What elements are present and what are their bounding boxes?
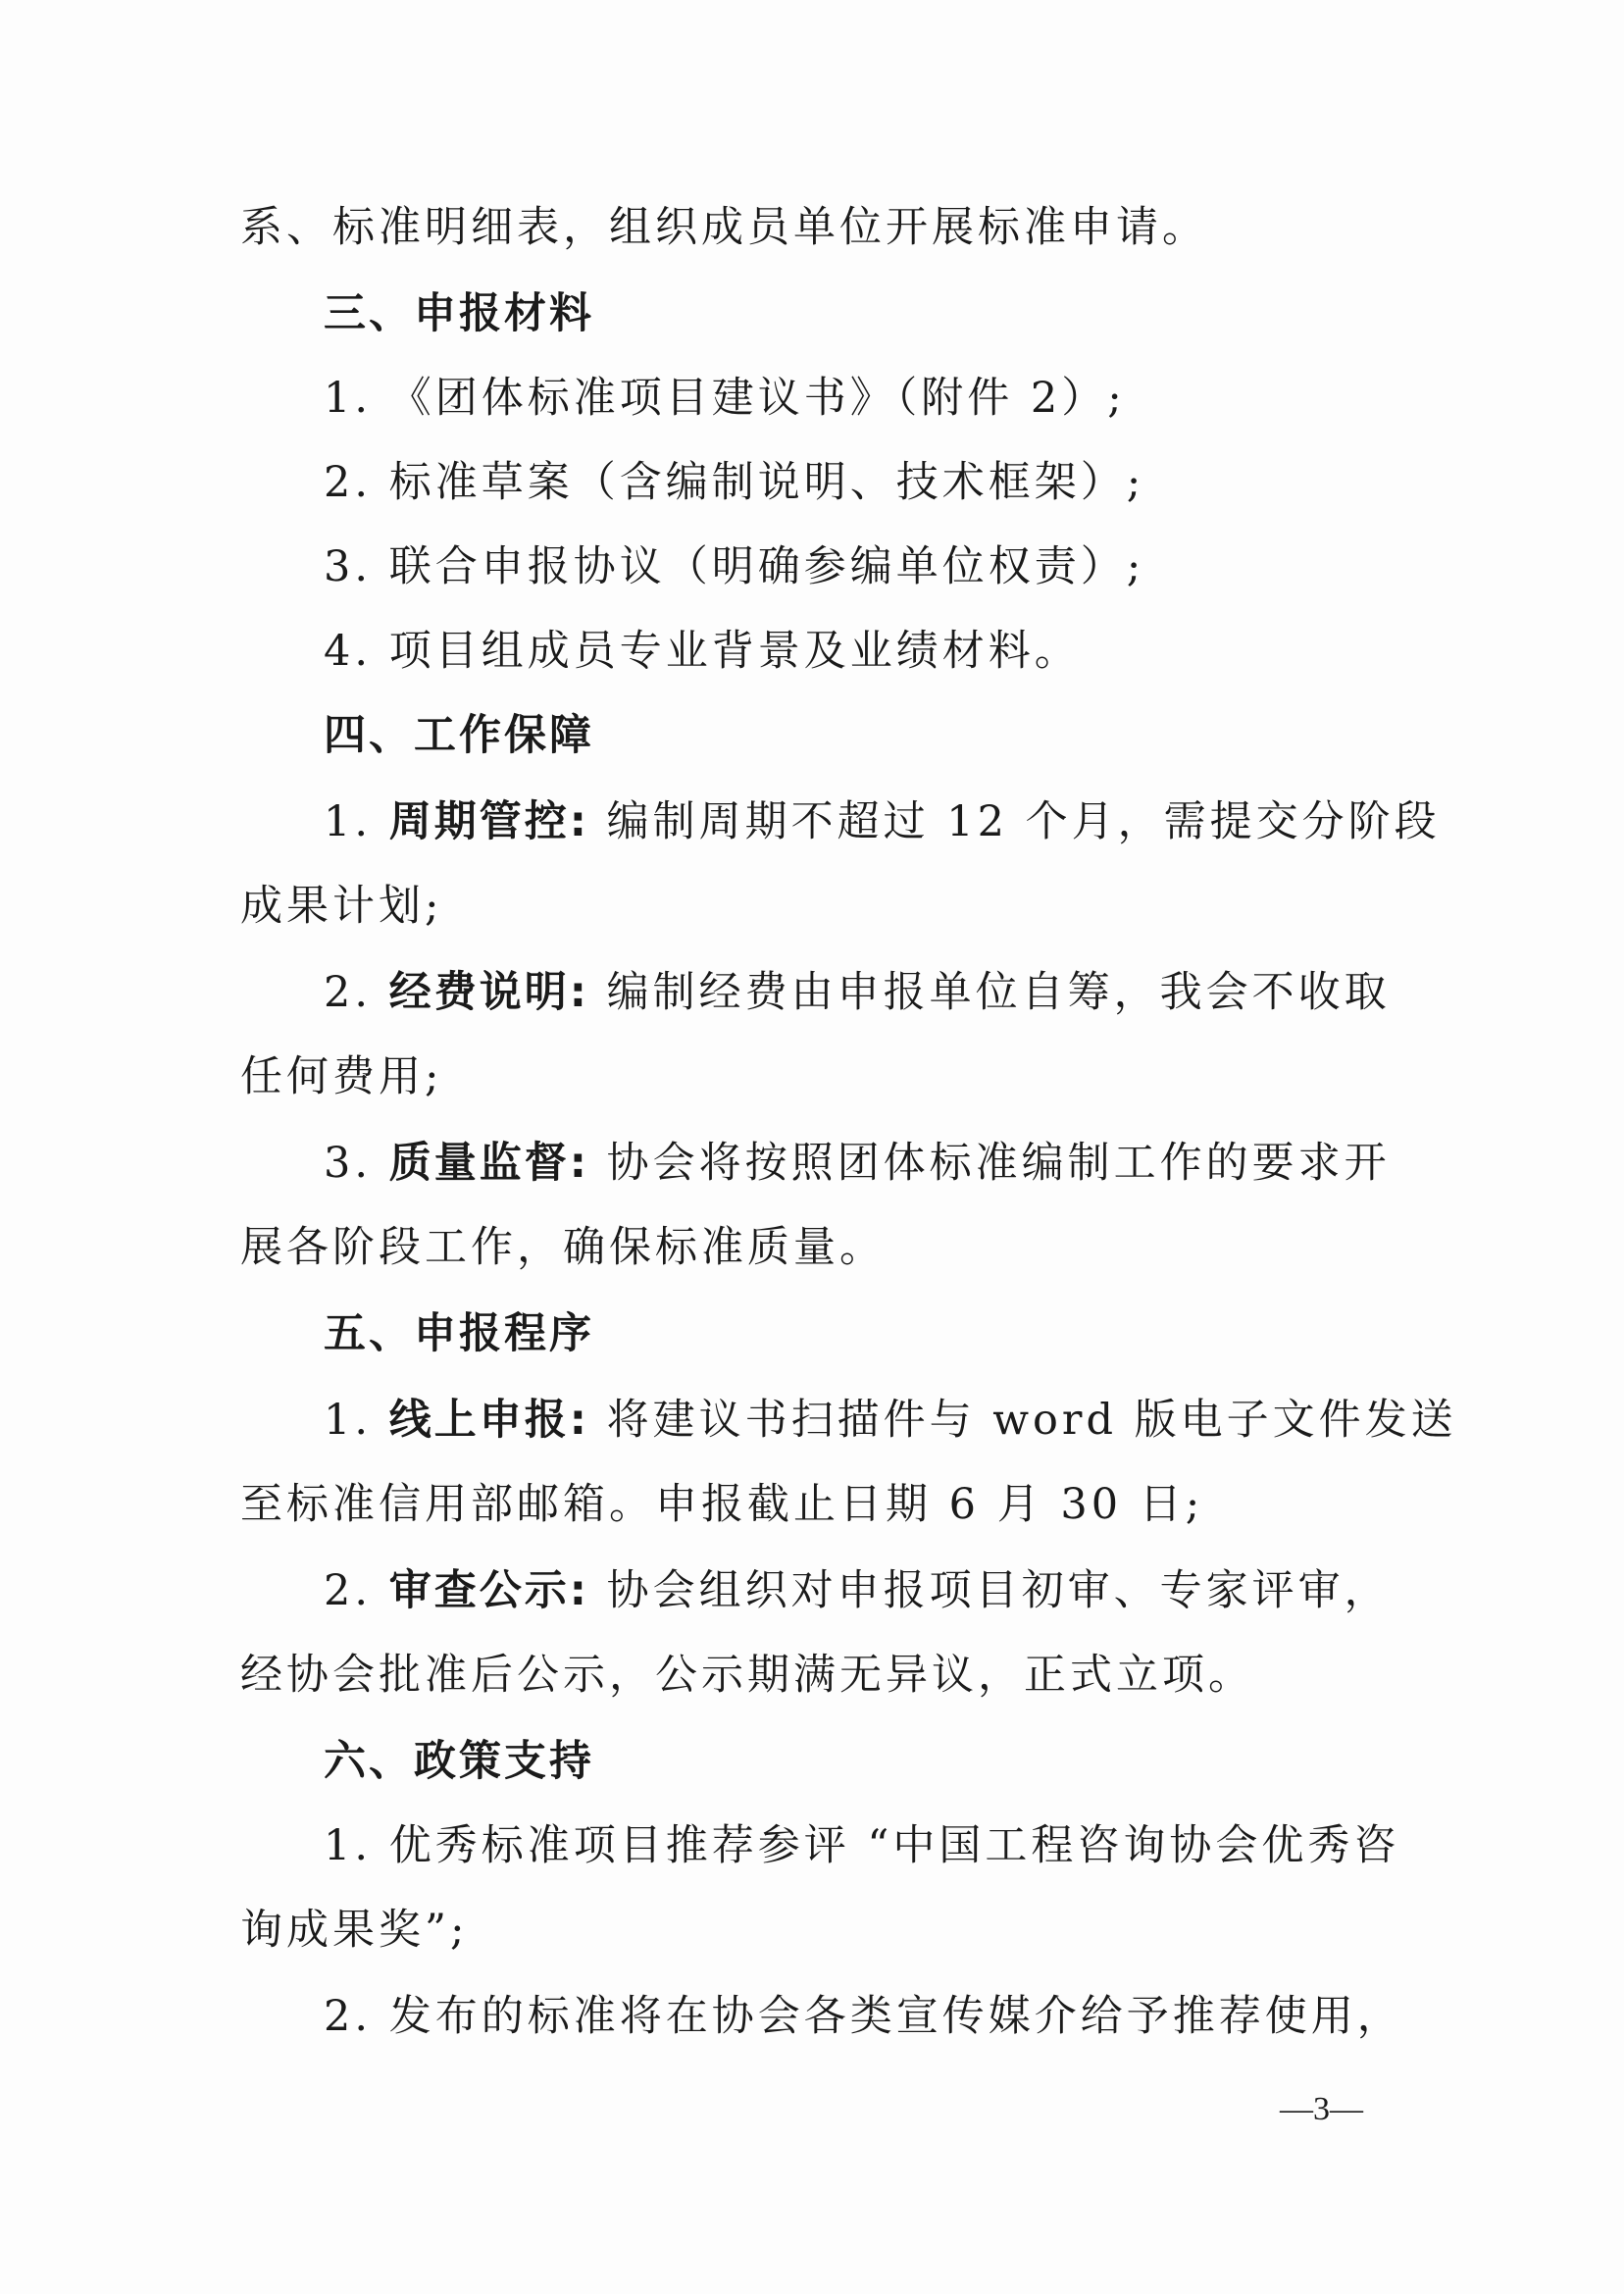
section-heading-materials: 三、申报材料	[324, 289, 594, 338]
list-item: 1. 《团体标准项目建议书》（附件 2）;	[324, 374, 1126, 423]
item-text: 编制周期不超过 12 个月，需提交分阶段	[588, 797, 1441, 846]
item-keyword: 审查公示:	[388, 1566, 589, 1615]
item-number: 3.	[324, 1139, 389, 1188]
item-number: 2.	[324, 1566, 389, 1615]
item-text: 协会组织对申报项目初审、专家评审，	[588, 1566, 1391, 1615]
paragraph-line: 展各阶段工作，确保标准质量。	[240, 1223, 886, 1272]
item-text: 编制经费由申报单位自筹，我会不收取	[588, 968, 1391, 1017]
list-item: 2. 发布的标准将在协会各类宣传媒介给予推荐使用，	[324, 1992, 1403, 2041]
list-item: 4. 项目组成员专业背景及业绩材料。	[324, 627, 1081, 676]
item-text: 将建议书扫描件与 word 版电子文件发送	[588, 1396, 1457, 1445]
paragraph-line: 询成果奖”;	[240, 1906, 469, 1955]
list-item: 1. 优秀标准项目推荐参评 “中国工程咨询协会优秀咨	[324, 1821, 1400, 1870]
list-item: 3. 联合申报协议（明确参编单位权责）;	[324, 542, 1145, 591]
page-number: —3—	[1280, 2091, 1363, 2127]
paragraph-line: 系、标准明细表，组织成员单位开展标准申请。	[240, 203, 1208, 252]
section-heading-procedure: 五、申报程序	[324, 1309, 594, 1358]
item-text: 协会将按照团体标准编制工作的要求开	[588, 1139, 1391, 1188]
paragraph-line: 经协会批准后公示，公示期满无异议，正式立项。	[240, 1651, 1254, 1700]
item-number: 1.	[324, 797, 389, 846]
list-item	[324, 792, 1441, 851]
paragraph-line: 成果计划;	[240, 882, 443, 931]
list-item	[324, 1561, 1391, 1620]
list-item	[324, 1391, 1457, 1450]
item-keyword: 经费说明:	[388, 968, 589, 1017]
item-keyword: 质量监督:	[388, 1139, 589, 1188]
list-item	[324, 1134, 1391, 1193]
paragraph-line: 任何费用;	[240, 1052, 443, 1101]
item-keyword: 周期管控:	[388, 797, 589, 846]
item-keyword: 线上申报:	[388, 1396, 589, 1445]
section-heading-guarantee: 四、工作保障	[324, 711, 594, 760]
paragraph-line: 至标准信用部邮箱。申报截止日期 6 月 30 日;	[240, 1480, 1204, 1529]
section-heading-policy: 六、政策支持	[324, 1737, 594, 1786]
item-number: 1.	[324, 1396, 389, 1445]
list-item	[324, 963, 1391, 1022]
item-number: 2.	[324, 968, 389, 1017]
list-item: 2. 标准草案（含编制说明、技术框架）;	[324, 458, 1145, 507]
